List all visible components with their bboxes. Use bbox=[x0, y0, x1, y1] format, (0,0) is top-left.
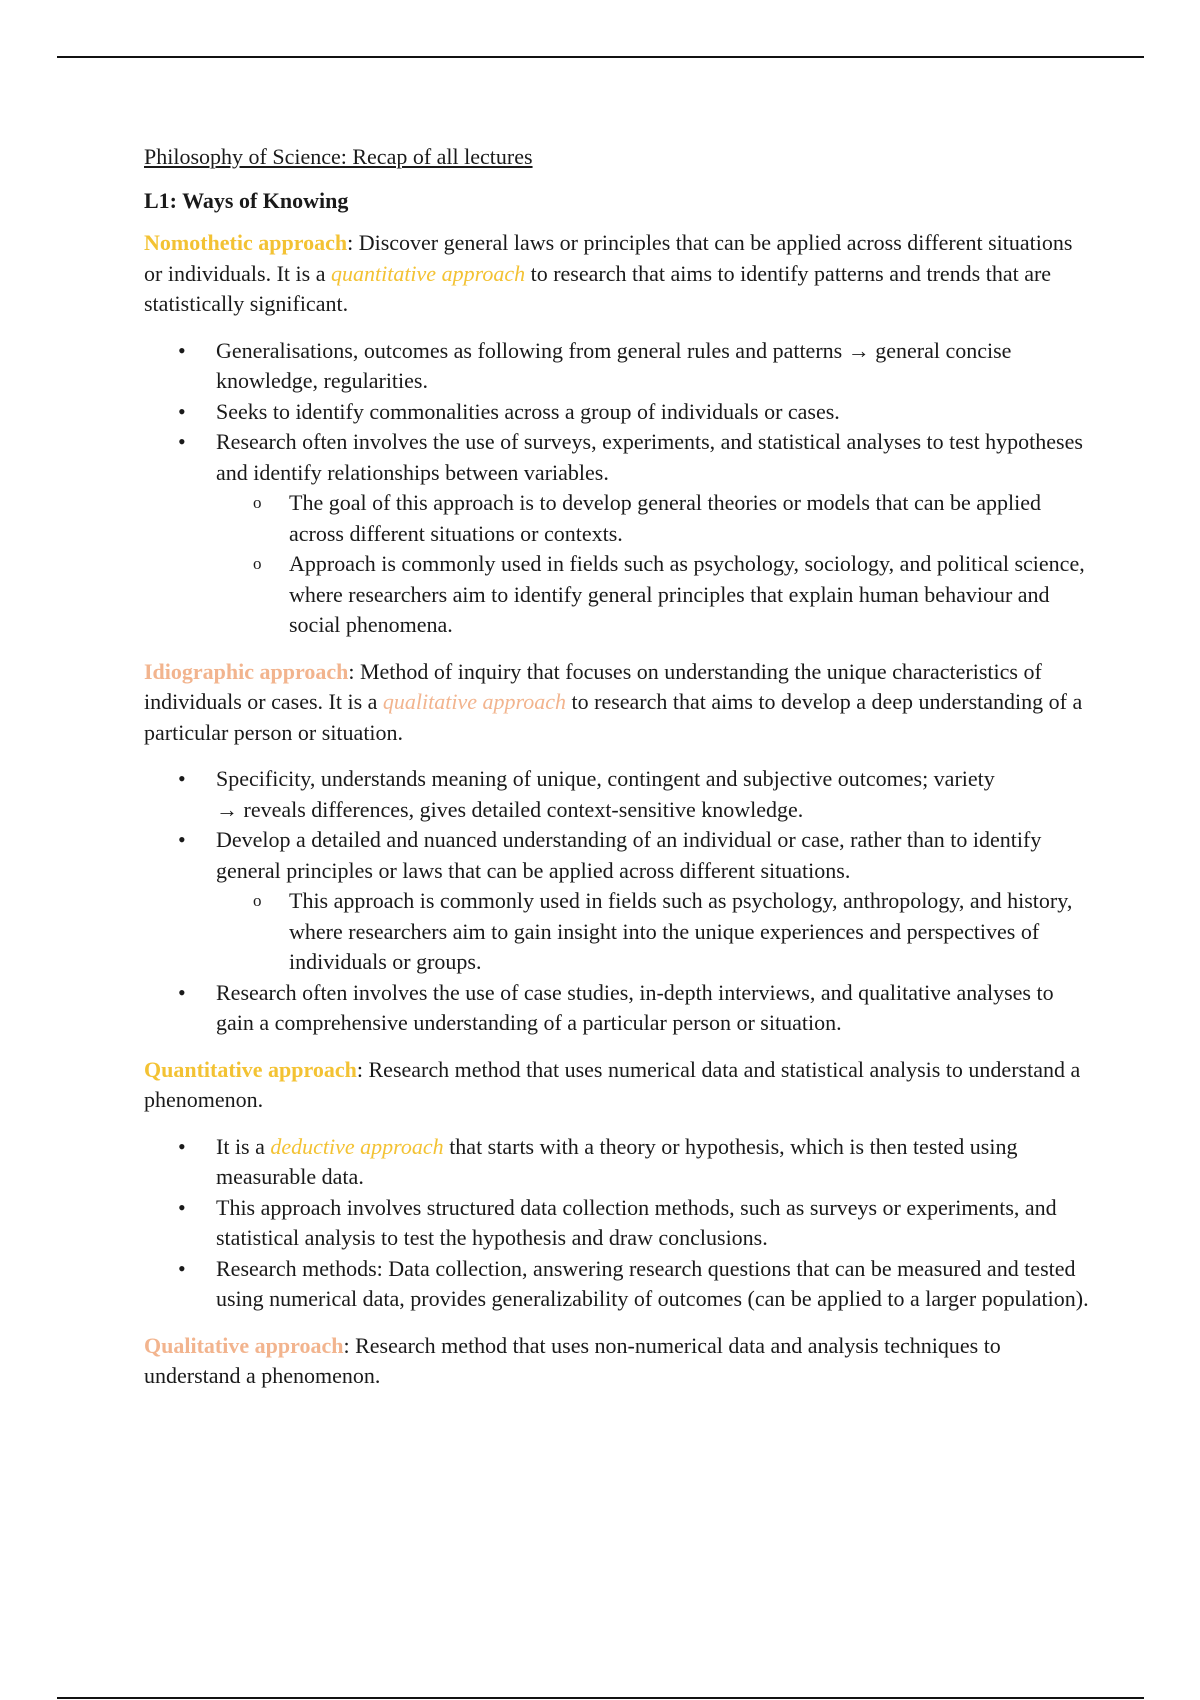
idiographic-definition bbox=[144, 657, 1094, 749]
sub-bullet-icon: o bbox=[253, 554, 262, 573]
quantitative-definition bbox=[144, 1055, 1094, 1116]
sub-list-item bbox=[216, 886, 1094, 978]
idiographic-def-b: to research that aims to develop a deep understanding of a particular person or situation. bbox=[144, 689, 1083, 745]
nomothetic-definition bbox=[144, 228, 1094, 320]
sub-list-item bbox=[216, 549, 1094, 641]
deductive-italic: deductive approach bbox=[270, 1133, 444, 1159]
idiographic-sub-bullets bbox=[216, 886, 1094, 978]
arrow-icon: → bbox=[847, 337, 870, 363]
bullet-icon: • bbox=[178, 1255, 186, 1281]
nomothetic-sub-bullets bbox=[216, 488, 1094, 641]
bullet-text: Research often involves the use of surveys, experiments, and statistical analyses to test hypotheses and identify relationships between variables. bbox=[216, 429, 1083, 485]
bullet-text: Develop a detailed and nuanced understanding of an individual or case, rather than to identify general principles or laws that can be applied across different situations. bbox=[216, 827, 1042, 883]
nomothetic-italic: quantitative approach bbox=[330, 260, 526, 286]
list-item bbox=[144, 1132, 1094, 1193]
bullet-icon: • bbox=[178, 1133, 186, 1159]
qualitative-term: Qualitative approach bbox=[144, 1332, 344, 1358]
bottom-rule bbox=[57, 1697, 1144, 1699]
list-item bbox=[144, 336, 1094, 397]
quantitative-bullets bbox=[144, 1132, 1094, 1315]
bullet-icon: • bbox=[178, 398, 186, 424]
qualitative-definition bbox=[144, 1331, 1094, 1392]
bullet-icon: • bbox=[178, 337, 186, 363]
nomothetic-def-a: : Discover general laws or principles that can be applied across different situations or individuals. It is a bbox=[144, 230, 1073, 286]
list-item bbox=[144, 764, 1094, 825]
list-item bbox=[144, 825, 1094, 978]
bullet-text: Research often involves the use of case studies, in-depth interviews, and qualitative analyses to gain a comprehensive understanding of a particular person or situation. bbox=[216, 979, 1054, 1035]
nomothetic-bullets bbox=[144, 336, 1094, 641]
top-rule bbox=[57, 56, 1144, 58]
bullet-text: Generalisations, outcomes as following from general rules and patterns bbox=[216, 337, 848, 363]
idiographic-bullets bbox=[144, 764, 1094, 1039]
nomothetic-term: Nomothetic approach bbox=[144, 230, 348, 255]
bullet-text: It is a bbox=[216, 1133, 271, 1159]
sub-bullet-icon: o bbox=[253, 891, 262, 910]
idiographic-italic: qualitative approach bbox=[382, 689, 567, 714]
bullet-icon: • bbox=[178, 766, 186, 791]
bullet-icon: • bbox=[178, 1194, 186, 1220]
bullet-text: that starts with a theory or hypothesis, which is then tested using measurable data. bbox=[216, 1133, 1018, 1189]
idiographic-def-a: : Method of inquiry that focuses on understanding the unique characteristics of individuals or cases. It is a bbox=[144, 658, 1042, 714]
bullet-text: Research methods: Data collection, answering research questions that can be measured and tested using numerical data, provides generalizability of outcomes (can be applied to a larger population). bbox=[216, 1255, 1089, 1311]
list-item bbox=[144, 427, 1094, 641]
list-item bbox=[144, 397, 1094, 428]
bullet-text: Seeks to identify commonalities across a group of individuals or cases. bbox=[216, 398, 840, 424]
list-item bbox=[144, 1193, 1094, 1254]
idiographic-term: Idiographic approach bbox=[144, 658, 349, 684]
bullet-text: general concise knowledge, regularities. bbox=[216, 337, 1012, 393]
list-item bbox=[144, 978, 1094, 1039]
bullet-text: This approach involves structured data collection methods, such as surveys or experiments, and statistical analysis to test the hypothesis and draw conclusions. bbox=[216, 1194, 1057, 1250]
qualitative-def: : Research method that uses non-numerical data and analysis techniques to understand a phenomenon. bbox=[144, 1332, 1001, 1388]
sub-list-item bbox=[216, 488, 1094, 549]
bullet-text: reveals differences, gives detailed context-sensitive knowledge. bbox=[238, 796, 804, 822]
arrow-icon: → bbox=[216, 796, 238, 822]
bullet-icon: • bbox=[178, 979, 186, 1005]
list-item bbox=[144, 1254, 1094, 1315]
sub-bullet-icon: o bbox=[253, 493, 262, 512]
nomothetic-def-b: to research that aims to identify patterns and trends that are statistically significant. bbox=[144, 260, 1052, 316]
document-title: Philosophy of Science: Recap of all lectures bbox=[144, 144, 533, 169]
sub-bullet-text: Approach is commonly used in fields such as psychology, sociology, and political science, where researchers aim to identify general principles that explain human behaviour and social phenomena. bbox=[289, 551, 1085, 637]
bullet-icon: • bbox=[178, 827, 186, 852]
document-body bbox=[144, 142, 1094, 1408]
quantitative-term: Quantitative approach bbox=[144, 1056, 357, 1082]
quantitative-def: : Research method that uses numerical data and statistical analysis to understand a phenomenon. bbox=[144, 1056, 1081, 1112]
lecture-heading: L1: Ways of Knowing bbox=[144, 188, 349, 213]
bullet-text: Specificity, understands meaning of unique, contingent and subjective outcomes; variety bbox=[216, 766, 995, 791]
sub-bullet-text: This approach is commonly used in fields such as psychology, anthropology, and history, where researchers aim to gain insight into the unique experiences and perspectives of individuals or groups. bbox=[289, 888, 1073, 974]
sub-bullet-text: The goal of this approach is to develop general theories or models that can be applied across different situations or contexts. bbox=[289, 490, 1042, 546]
bullet-icon: • bbox=[178, 429, 186, 454]
